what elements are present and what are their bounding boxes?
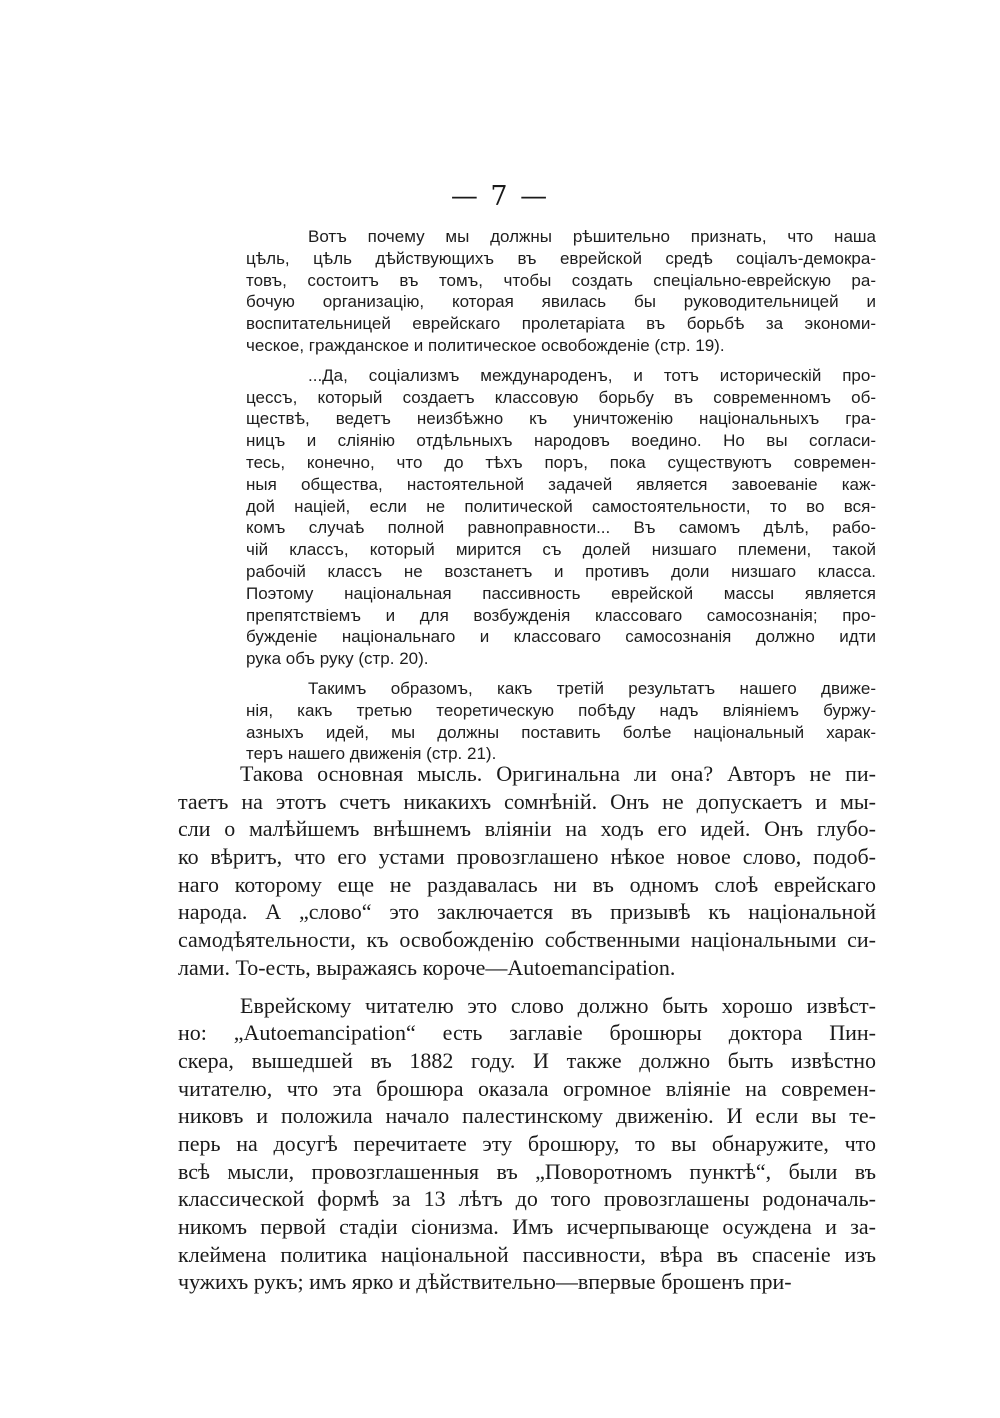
- quote-line: бочую организацію, которая явилась бы руководительницей и: [246, 292, 876, 312]
- text-line: Такова основная мысль. Оригинальна ли она? Авторъ не пи-: [240, 761, 876, 786]
- quote-line: бужденіе національнаго и классоваго самосознанія должно идти: [246, 627, 876, 647]
- quote-line: тесь, конечно, что до тѣхъ поръ, пока существуютъ современ-: [246, 452, 876, 472]
- quote-line: товъ, состоитъ въ томъ, чтобы создать спеціально-еврейскую ра-: [246, 270, 876, 290]
- quote-line: Вотъ почему мы должны рѣшительно признать, что наша: [308, 227, 876, 246]
- quote-paragraph: [246, 226, 876, 357]
- quoted-excerpt: [246, 226, 876, 773]
- text-line: лами. То-есть, выражаясь короче—Autoemancipation.: [178, 954, 676, 980]
- text-line: читателю, что эта брошюра оказала огромное вліяніе на современ-: [178, 1075, 876, 1101]
- main-text: [178, 760, 876, 1306]
- quote-line: рабочій классъ не возстанетъ и противъ доли низшаго класса.: [246, 561, 876, 581]
- quote-line: цессъ, который создаетъ классовую борьбу въ современномъ об-: [246, 387, 876, 407]
- quote-line: чій классъ, который мирится съ долей низшаго племени, такой: [246, 540, 876, 560]
- quote-line: рука объ руку (стр. 20).: [246, 649, 429, 669]
- text-line: ко вѣритъ, что его устами провозглашено нѣкое новое слово, подоб-: [178, 844, 876, 870]
- quote-line: ществѣ, ведетъ неизбѣжно къ уничтоженію національныхъ гра-: [246, 409, 876, 429]
- text-line: никомъ первой стадіи сіонизма. Имъ исчерпывающе осуждена и за-: [178, 1214, 876, 1239]
- text-line: классической формѣ за 13 лѣтъ до того провозглашены родоначаль-: [178, 1186, 876, 1212]
- quote-line: азныхъ идей, мы должны поставить болѣе національный харак-: [246, 722, 876, 742]
- text-line: Еврейскому читателю это слово должно быть хорошо извѣст-: [240, 992, 876, 1018]
- quote-line: Поэтому національная пассивность еврейской массы является: [246, 583, 876, 603]
- text-line: перь на досугѣ перечитаете эту брошюру, то вы обнаружите, что: [178, 1130, 876, 1156]
- quote-line: препятствіемъ и для возбужденія классоваго самосознанія; про-: [246, 605, 876, 625]
- body-paragraph: [178, 992, 876, 1297]
- quote-paragraph: [246, 678, 876, 765]
- quote-line: нія, какъ третью теоретическую побѣду надъ вліяніемъ буржу-: [246, 700, 876, 720]
- body-paragraph: [178, 760, 876, 982]
- quote-line: ...Да, соціализмъ международенъ, и тотъ историческій про-: [308, 365, 876, 385]
- quote-line: дой націей, если не политической самостоятельности, то во вся-: [246, 496, 876, 516]
- text-line: но: „Autoemancipation“ есть заглавіе брошюры доктора Пин-: [178, 1020, 876, 1046]
- quote-line: ныя общества, настоятельной задачей является завоеваніе каж-: [246, 474, 876, 494]
- text-line: самодѣятельности, къ освобожденію собственными національными си-: [178, 927, 876, 953]
- text-line: народа. А „слово“ это заключается въ призывѣ къ національной: [178, 899, 876, 925]
- quote-line: ницъ и сліянію отдѣльныхъ народовъ воедино. Но вы согласи-: [246, 431, 876, 451]
- quote-line: воспитательницей еврейскаго пролетаріата въ борьбѣ за экономи-: [246, 314, 876, 334]
- text-line: клеймена политика національной пассивности, вѣра въ спасеніе изъ: [178, 1241, 876, 1267]
- quote-line: ческое, гражданское и политическое освобожденіе (стр. 19).: [246, 335, 725, 355]
- text-line: всѣ мысли, провозглашенныя въ „Поворотномъ пунктѣ“, были въ: [178, 1158, 876, 1184]
- quote-line: комъ случаѣ полной равноправности... Въ самомъ дѣлѣ, рабо-: [246, 518, 876, 538]
- quote-paragraph: [246, 365, 876, 670]
- text-line: таетъ на этотъ счетъ никакихъ сомнѣній. Онъ не допускаетъ и мы-: [178, 788, 876, 814]
- quote-line: Такимъ образомъ, какъ третій результатъ нашего движе-: [308, 678, 876, 698]
- text-line: сли о малѣйшемъ внѣшнемъ вліяніи на ходъ его идей. Онъ глубо-: [178, 816, 876, 842]
- page-number: — 7 —: [450, 181, 550, 212]
- text-line: наго которому еще не раздавалась ни въ одномъ слоѣ еврейскаго: [178, 871, 876, 897]
- text-line: никовъ и положила начало палестинскому движенію. И если вы те-: [178, 1103, 876, 1129]
- text-line: скера, вышедшей въ 1882 году. И также должно быть извѣстно: [178, 1047, 876, 1073]
- quote-line: теръ нашего движенія (стр. 21).: [246, 744, 497, 764]
- text-line: чужихъ рукъ; имъ ярко и дѣйствительно—впервые брошенъ при-: [178, 1269, 792, 1295]
- quote-line: цѣль, цѣль дѣйствующихъ въ еврейской средѣ соціалъ-демокра-: [246, 248, 876, 268]
